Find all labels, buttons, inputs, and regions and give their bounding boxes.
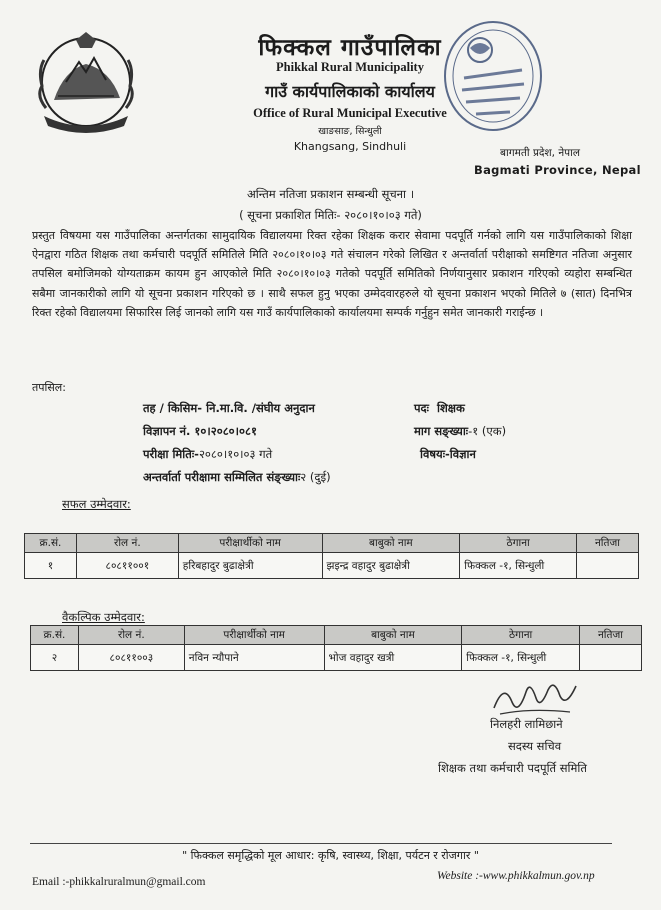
table-cell: १	[25, 553, 77, 579]
table-cell: ८०८११००३	[78, 645, 184, 671]
municipality-title-en: Phikkal Rural Municipality	[276, 60, 424, 74]
nepal-emblem-icon	[24, 30, 148, 140]
exam-date-field: परीक्षा मितिः-२०८०।१०।०३ गते	[143, 447, 273, 461]
advertisement-field: विज्ञापन नं. १०।२०८०।०८१	[143, 424, 257, 438]
table-cell: झइन्द्र वहादुर बुढाक्षेत्री	[322, 553, 460, 579]
tapasil-label: तपसिल:	[32, 381, 66, 394]
municipality-title-np: फिक्कल गाउँपालिका	[258, 35, 442, 61]
table-cell: नविन न्यौपाने	[184, 645, 324, 671]
demand-field: माग सङ्ख्याः-१ (एक)	[414, 424, 507, 438]
notice-body: प्रस्तुत विषयमा यस गाउँपालिका अन्तर्गतका सामुदायिक विद्यालयमा रिक्त रहेका शिक्षक करार सेवामा पदपूर्ति गर्नको लागि यस गाउँपालिकाको शिक्षा ऐनद्वारा गठित शिक्षक तथा कर्मचारी पदपूर्ति समितिले मिति २०८०।१०।०३ गते संचालन गरेको लिखित र अन्तर्वार्ता परीक्षाको समष्टिगत नतिजा अनुसार तपसिल बमोजिमको योग्यताक्रम कायम हुन आएकोले मिति २०८०।१०।०३ गतेको पदपूर्ति समितिको निर्णयानुसार प्रकाशन गरिएको व्यहोरा सम्बन्धित सबैमा जानकारीको लागि यो सूचना प्रकाशन गरिएको छ । साथै सफल हुनु भएका उम्मेदवारहरुले यो सूचना प्रकाशन भएको मितिले ७ (सात) दिनभित्र रिक्त रहेको विद्यालयमा सिफारिस लिई जानको लागि यस गाउँ कार्यपालिकाको कार्यालयमा सम्पर्क गर्नुहुन समेत जानकारी गराईन्छ ।	[32, 229, 632, 319]
table-cell: फिक्कल -१, सिन्धुली	[462, 645, 580, 671]
col-header: क्र.सं.	[31, 626, 79, 645]
post-field: पदः शिक्षक	[414, 401, 465, 415]
municipality-seal-icon	[440, 18, 546, 136]
successful-table	[24, 533, 639, 579]
footer-divider	[30, 843, 612, 844]
signatory-name: निलहरी लामिछाने	[490, 717, 563, 731]
table-row	[25, 553, 639, 579]
col-header: ठेगाना	[462, 626, 580, 645]
level-field: तह / किसिम- नि.मा.वि. /संघीय अनुदान	[143, 401, 315, 415]
col-header: परीक्षार्थीको नाम	[184, 626, 324, 645]
col-header: रोल नं.	[78, 626, 184, 645]
col-header: बाबुको नाम	[322, 534, 460, 553]
col-header: परीक्षार्थीको नाम	[178, 534, 322, 553]
col-header: नतिजा	[577, 534, 639, 553]
handwritten-signature-icon	[490, 672, 580, 720]
office-title-en: Office of Rural Municipal Executive	[253, 106, 447, 120]
notice-published-date: ( सूचना प्रकाशित मितिः- २०८०।१०।०३ गते)	[239, 208, 422, 222]
province-en: Bagmati Province, Nepal	[474, 163, 641, 177]
office-title-np: गाउँ कार्यपालिकाको कार्यालय	[265, 82, 435, 101]
footer-slogan: " फिक्कल समृद्धिको मूल आधार: कृषि, स्वास्थ्य, शिक्षा, पर्यटन र रोजगार "	[182, 849, 479, 862]
col-header: नतिजा	[580, 626, 642, 645]
col-header: क्र.सं.	[25, 534, 77, 553]
table-cell: हरिबहादुर बुढाक्षेत्री	[178, 553, 322, 579]
alternate-heading: वैकल्पिक उम्मेदवार:	[62, 610, 145, 624]
table-cell: भोज वहादुर खत्री	[324, 645, 462, 671]
signatory-committee: शिक्षक तथा कर्मचारी पदपूर्ति समिति	[438, 761, 587, 775]
alternate-table	[30, 625, 642, 671]
footer-email: Email :-phikkalruralmun@gmail.com	[32, 876, 206, 888]
table-row	[31, 645, 642, 671]
address-np: खाङसाङ, सिन्धुली	[318, 126, 382, 137]
address-en: Khangsang, Sindhuli	[293, 140, 407, 153]
table-cell: ८०८११००१	[76, 553, 178, 579]
interview-count-field: अन्तर्वार्ता परीक्षामा सम्मिलित संङ्ख्याः२ (दुई)	[143, 470, 331, 484]
table-cell: फिक्कल -१, सिन्धुली	[460, 553, 577, 579]
signatory-role: सदस्य सचिव	[508, 739, 562, 753]
footer-website: Website :-www.phikkalmun.gov.np	[437, 870, 595, 882]
notice-title: अन्तिम नतिजा प्रकाशन सम्बन्धी सूचना ।	[246, 187, 415, 201]
col-header: ठेगाना	[460, 534, 577, 553]
successful-heading: सफल उम्मेदवार:	[62, 497, 131, 511]
table-cell: २	[31, 645, 79, 671]
table-cell	[580, 645, 642, 671]
province-np: बागमती प्रदेश, नेपाल	[500, 147, 580, 159]
col-header: रोल नं.	[76, 534, 178, 553]
subject-field: विषयः-विज्ञान	[420, 447, 476, 461]
col-header: बाबुको नाम	[324, 626, 462, 645]
table-cell	[577, 553, 639, 579]
